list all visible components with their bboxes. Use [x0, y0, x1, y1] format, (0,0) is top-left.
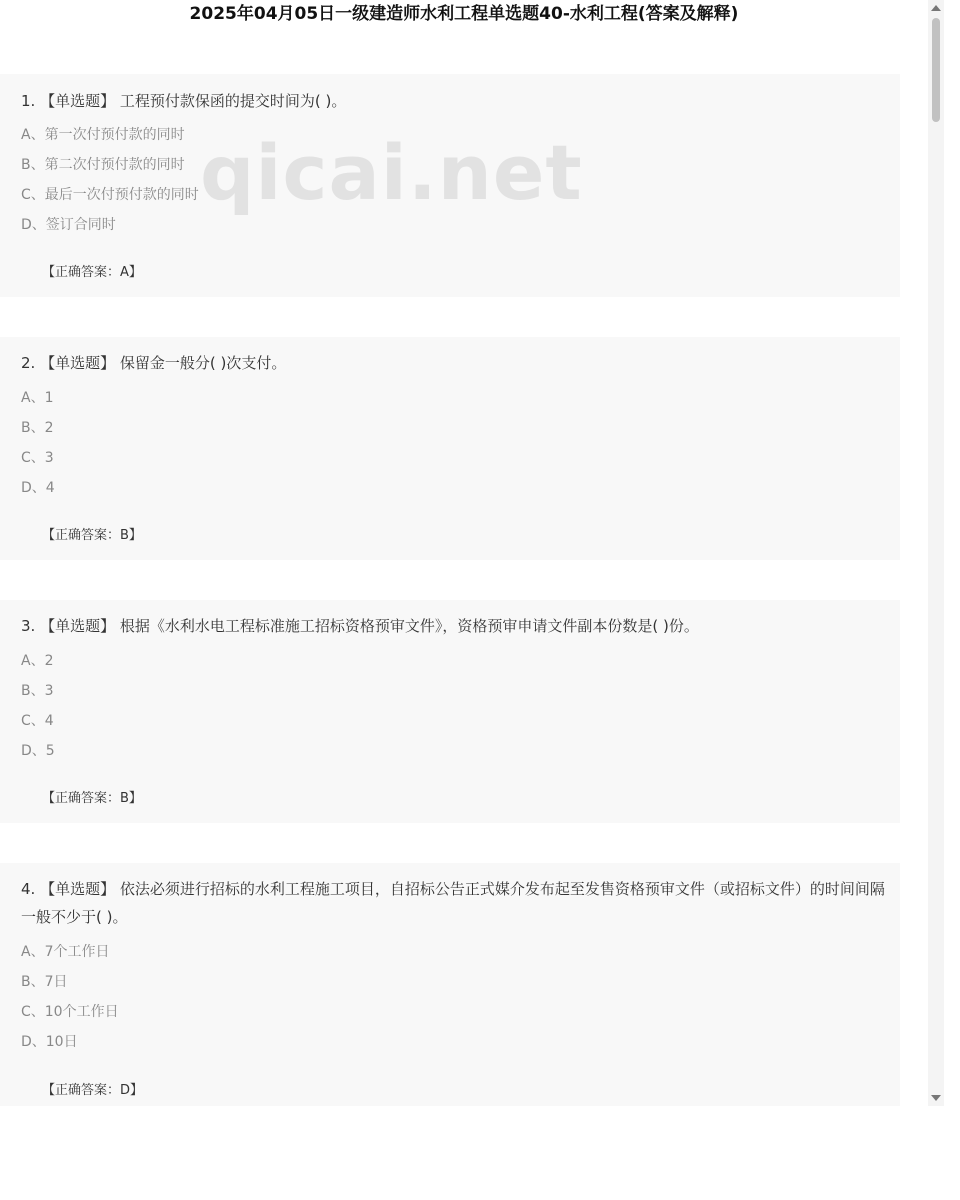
- option-d[interactable]: D、签订合同时: [21, 217, 116, 233]
- option-b[interactable]: B、3: [21, 683, 54, 699]
- question-stem: [21, 875, 886, 931]
- question-text: 依法必须进行招标的水利工程施工项目，自招标公告正式媒介发布起至发售资格预审文件（或招标文件）的时间间隔一般不少于( )。: [21, 880, 885, 926]
- question-number: 3.: [21, 617, 36, 635]
- question-card-2: [0, 337, 900, 560]
- option-a[interactable]: A、1: [21, 390, 54, 406]
- correct-answer: 【正确答案：A】: [42, 265, 142, 280]
- vertical-scrollbar[interactable]: [928, 0, 944, 1106]
- question-card-3: [0, 600, 900, 823]
- scroll-up-icon[interactable]: [931, 5, 941, 11]
- option-b[interactable]: B、7日: [21, 974, 68, 990]
- option-a[interactable]: A、7个工作日: [21, 944, 110, 960]
- option-c[interactable]: C、最后一次付预付款的同时: [21, 187, 199, 203]
- question-text: 工程预付款保函的提交时间为( )。: [119, 92, 347, 110]
- correct-answer: 【正确答案：B】: [42, 791, 142, 806]
- question-card-1: [0, 74, 900, 297]
- question-type: 【单选题】: [40, 617, 116, 635]
- correct-answer: 【正确答案：D】: [42, 1083, 144, 1098]
- question-stem: [21, 87, 886, 115]
- option-a[interactable]: A、第一次付预付款的同时: [21, 127, 185, 143]
- option-c[interactable]: C、3: [21, 450, 54, 466]
- option-d[interactable]: D、5: [21, 743, 55, 759]
- question-number: 2.: [21, 354, 36, 372]
- option-a[interactable]: A、2: [21, 653, 54, 669]
- watermark: qicai.net: [200, 128, 583, 217]
- question-text: 根据《水利水电工程标准施工招标资格预审文件》，资格预审申请文件副本份数是( )份。: [119, 617, 699, 635]
- option-d[interactable]: D、4: [21, 480, 55, 496]
- question-type: 【单选题】: [40, 880, 116, 898]
- option-b[interactable]: B、第二次付预付款的同时: [21, 157, 185, 173]
- question-stem: [21, 349, 886, 377]
- scrollbar-thumb[interactable]: [932, 18, 940, 122]
- question-stem: [21, 612, 886, 640]
- correct-answer: 【正确答案：B】: [42, 528, 142, 543]
- option-c[interactable]: C、10个工作日: [21, 1004, 119, 1020]
- option-c[interactable]: C、4: [21, 713, 54, 729]
- question-text: 保留金一般分( )次支付。: [119, 354, 287, 372]
- question-card-4: [0, 863, 900, 1106]
- question-type: 【单选题】: [40, 354, 116, 372]
- scroll-down-icon[interactable]: [931, 1095, 941, 1101]
- option-b[interactable]: B、2: [21, 420, 54, 436]
- question-type: 【单选题】: [40, 92, 116, 110]
- option-d[interactable]: D、10日: [21, 1034, 78, 1050]
- page-title: 2025年04月05日一级建造师水利工程单选题40-水利工程(答案及解释): [189, 4, 739, 24]
- question-number: 4.: [21, 880, 36, 898]
- question-number: 1.: [21, 92, 36, 110]
